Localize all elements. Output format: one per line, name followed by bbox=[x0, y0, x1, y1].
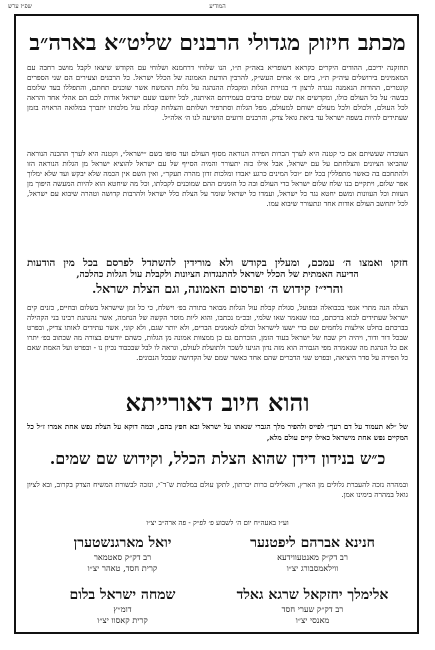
closing-text: ובמהרה נזכה להעברת גלולים מן הארץ, והאלילים כרות יכרתון, לתקן עולם במלכות ש־ד־י, ונזכה לבשורת המשיח הצדק בקרוב, ובא לציון גואל במהרה בימינו אמן. bbox=[27, 480, 408, 500]
signatory-title: רב דק״ק מאנטעווידעא bbox=[277, 552, 348, 562]
obligation-heading: והוא חיוב דאורייתא bbox=[125, 388, 310, 417]
intro-paragraph bbox=[27, 63, 408, 144]
signatory-2 bbox=[40, 535, 205, 573]
letter-title: מכתב חיזוק מגדולי הרבנים שליט״א בארה״ב bbox=[29, 30, 406, 56]
header-page-label: שפ״ז ערש bbox=[8, 3, 32, 10]
emphasis-line-3: והרי״ז קידוש ה׳ ופרסום האמונה, וגם הצלת ישראל. bbox=[91, 280, 344, 296]
signatory-name: חנינא אברהם ליפטנער bbox=[250, 535, 375, 551]
conclusion-line: כ״ש בנידון דידן שהוא הצלת הכלל, וקידוש שם שמים. bbox=[49, 449, 386, 468]
signatory-1 bbox=[230, 535, 395, 573]
emphasis-line-2: הדיעה האמתית של הכלל ישראל להתנגדות הציונות ולקבלת עול הגלות כהלכה, bbox=[76, 269, 359, 280]
emphasis-line-1: חזקו ואמצו ה׳ עמכם, ומעלין בקודש ולא מורידין להשתדל לפרסם בכל מין הודעות bbox=[27, 257, 408, 269]
date-line: וע״ז באעה״ח יום ה׳ לשבוע פ׳ לפ״ק - פה ארה״ב יצ״ו bbox=[146, 519, 289, 527]
signatory-3 bbox=[230, 587, 395, 625]
obligation-sentence bbox=[27, 422, 408, 444]
signatory-name: אלימלך יחזקאל שרגא גאלד bbox=[236, 587, 389, 603]
signatory-location: ווילאמסבורג יצ״ו bbox=[286, 562, 339, 573]
third-paragraph bbox=[27, 303, 408, 386]
signatory-name: שמחה ישראל בלום bbox=[69, 587, 176, 603]
intro-text: תחזקנה ידיכם, ההודים היקרים כקראא דשופריא באה״ק ת״ו, הנו שלוחי דרחמנא ושלוחי עם הקודש שיצאו לקבל מושב רחבה עם המאמינים בירושלים עיה״ק ת״ו, ביום א׳ אחים העש״ק, להרבין הודעת האמונה של הכלל ישראל. כל הרבנים וצעירים הם שני הספרים קונטרים, ההודות הנאמנה ננגדה לרצון ד׳ בגזירת הגלות ומקבלת ההנהגה על גלות ההמשח אשר שוכנים תחתם, והתפללו בעד שלומם כבשה׳ על כל העולם כולו, ומקדשים את שם שמים ברבים בעמידתם האיתנה, לבל יחשבו שעם ישראל אודות לכם הם אהלי אחד והראה לכל העולם, ולכולם ולכל מעולם ישוחם למעולם, מפל הגלות וסתרפיר ושלותם והצלחת קבלת עול מלכותו יתברך במלואה הראויה בזמן שעתידים להיות בשפה ישראל עד ביאת גואל צדק, והרבנים ורועים הושיעה לנו ה׳ אלה״ל. bbox=[27, 63, 408, 123]
second-text: העובדה שעשיתם אם כי קטנה היא לערך הברות הפירה הנוראה מסוף העולם ועד סופו בשם ״ישראל״, וקטנה היא לערך ההכנה הנוראה שהביאו הציונים והצלחתם על עם ישראל, אבל אילו כזה יתעורר והמיה הסייף של עם ישראל להוציא ישראל מן הגלות הנוראה הזו ולהתחכם בה כאשר מתפללין בכל יום ״וכל המינים כרגע יאבדו ומלכות זדון מהרה תעקר״, ואין השם אין הכמה שלא יבקש ועד שלא ימלוך אפר שלום, ויתקיים בנו שלח שלום ישראל כדי העולם ובה כל הזמנים ההם שמוכנים לקבלתו, וכל מה שיחטא הוא להיות המעשה היפוך מן העזות וכל העוונות ומשם יחטא נגד כל ישראל, ועמדו כל ישראל שומר על הצלת כלל ישראל ולהרבות קדושה וטהרה שיבוא עם ישראל, לכל יתחשב העולם אודות אחד ונתעורר שיבוא עמו. bbox=[27, 149, 408, 209]
signatory-4 bbox=[40, 587, 205, 625]
signatory-name: יואל מארגנשטערן bbox=[73, 535, 172, 551]
signatory-title: דומ״ץ bbox=[113, 604, 132, 614]
signatory-location: קרית חסד, טאהר יצ״ו bbox=[87, 562, 158, 573]
signatory-title: רב דק״ק שערי חסד bbox=[281, 604, 344, 614]
page-header bbox=[8, 2, 427, 12]
signatory-location: קרית קאסוו יצ״ו bbox=[97, 614, 148, 625]
emphasis-block bbox=[27, 257, 408, 302]
header-publication-name: המודיע bbox=[209, 3, 226, 10]
second-paragraph bbox=[27, 149, 408, 251]
obligation-text: של ״לא תעמוד על דם רעך״ לפייס ולהפיר מלך הגברי שנאתו על ישראל ובא חפץ בהם, וכמה דוקא על הצלת נפש אחת אמרו ז״ל כל המקיים נפש אחת מישראל כאילו קיים עולם מלא, bbox=[27, 422, 408, 442]
third-text: הצלה הנה מתרי אנפי בכבואלה ובפועל, סגולת קבלת עול הגלות מבואר בתורה בפ׳ וישלח, כי כל זמן שישראל בשלום ובחיים, כזנים קים ישראל שעתידים לבוא ברכתם, כמו שנאמר שאו שלמי, ובכ״מ נכתבו, והוא ליות מוסר הקשה של הנחמה, אשר נהנהגת רבינו בני הקהילה בברכתם בחלט אילצות נלחמים שם כדי ישעו לישראל וכולם לנאמנים הברים, ולא יותר שגם, ולא קוני, אשר עתידים לאותו צדיק, ובפרט שבכל דור ודור, ויהיה רק שבח של ישראל בעוד הזמן, הזכרתם גם כן ממצוות אמונה מן הגלות, כשהם יודעים בצורה מה שכתוב בפ׳ יתרו אם כל הנהגת מה שנאמרה מפי הגבורה הוא מזה נדון הגיעו לשכר ולתועלת לעולם, ונראה לו לבל שבכבוד נכיון נו - ובפרט ועל האמת שאם כל הפירה על סדר היציאה, ובפרט שני הדברים שהם אחד כאשר שמם של הקדושה שבכל הנכונים. bbox=[27, 303, 408, 363]
closing-paragraph bbox=[27, 480, 408, 513]
signatory-location: מאנסי יצ״ו bbox=[295, 614, 330, 625]
signatory-title: רב דק״ק סאטמאר bbox=[93, 552, 152, 562]
